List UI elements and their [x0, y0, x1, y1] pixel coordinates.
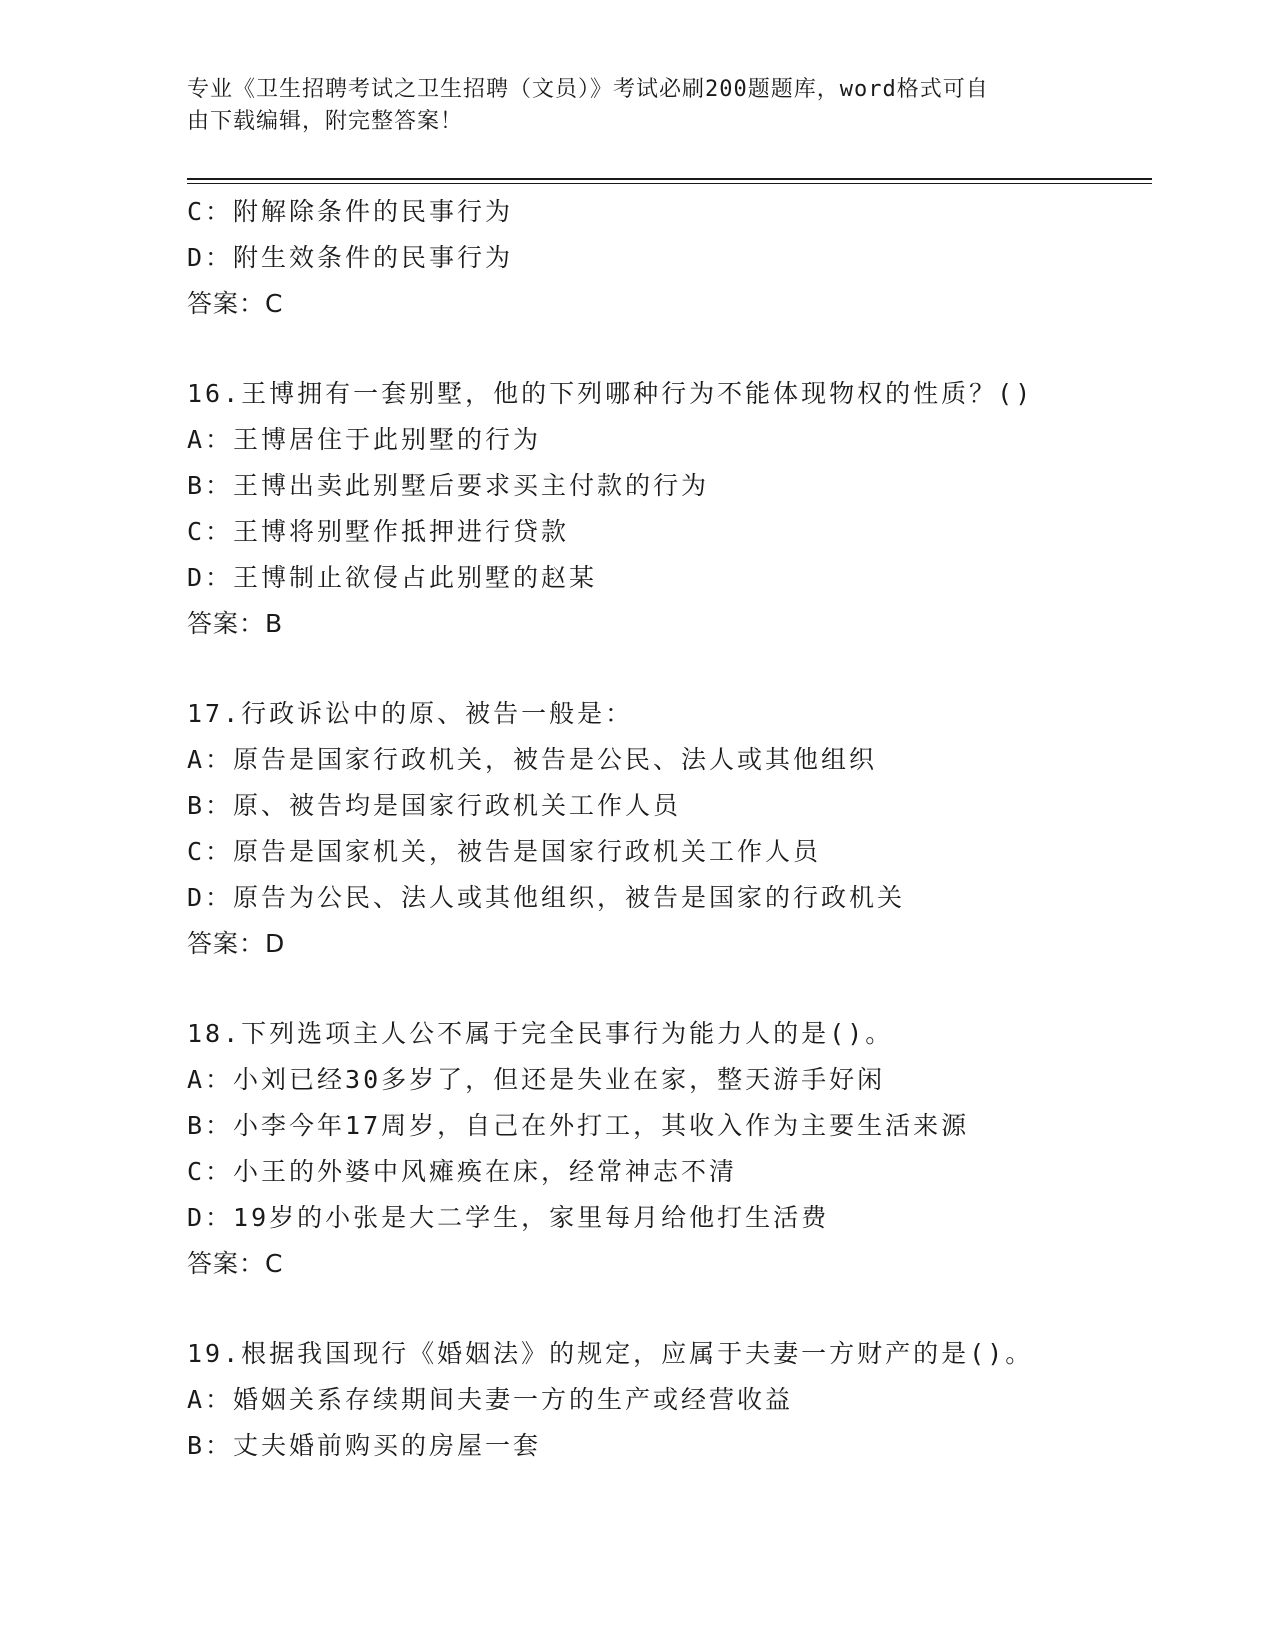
question-block-17 — [187, 691, 1152, 967]
question-stem: 18.下列选项主人公不属于完全民事行为能力人的是()。 — [187, 1019, 894, 1048]
option-b: B：王博出卖此别墅后要求买主付款的行为 — [187, 471, 710, 500]
question-stem: 16.王博拥有一套别墅，他的下列哪种行为不能体现物权的性质？() — [187, 379, 1034, 408]
option-a: A：小刘已经30多岁了，但还是失业在家，整天游手好闲 — [187, 1065, 886, 1094]
option-c: C：王博将别墅作抵押进行贷款 — [187, 517, 570, 546]
spacer — [187, 327, 1152, 371]
option-b: B：原、被告均是国家行政机关工作人员 — [187, 791, 682, 820]
spacer — [187, 967, 1152, 1011]
answer-line: 答案：B — [187, 609, 284, 638]
option-b: B：小李今年17周岁，自己在外打工，其收入作为主要生活来源 — [187, 1111, 970, 1140]
question-stem: 19.根据我国现行《婚姻法》的规定，应属于夫妻一方财产的是()。 — [187, 1339, 1034, 1368]
option-d: D：19岁的小张是大二学生，家里每月给他打生活费 — [187, 1203, 830, 1232]
question-block-18 — [187, 1011, 1152, 1287]
question-block-16 — [187, 371, 1152, 647]
option-d: D：附生效条件的民事行为 — [187, 243, 514, 272]
option-a: A：王博居住于此别墅的行为 — [187, 425, 542, 454]
question-block-19 — [187, 1331, 1152, 1469]
question-stem: 17.行政诉讼中的原、被告一般是： — [187, 699, 634, 728]
option-a: A：婚姻关系存续期间夫妻一方的生产或经营收益 — [187, 1385, 794, 1414]
option-c: C：附解除条件的民事行为 — [187, 197, 514, 226]
question-block-15 — [187, 189, 1152, 327]
spacer — [187, 1287, 1152, 1331]
answer-line: 答案：D — [187, 929, 286, 958]
header-line-1: 专业《卫生招聘考试之卫生招聘（文员）》考试必刷200题题库，word格式可自 — [187, 77, 989, 102]
option-c: C：原告是国家机关，被告是国家行政机关工作人员 — [187, 837, 822, 866]
header-rule-thin — [187, 183, 1152, 184]
header-line-2: 由下载编辑，附完整答案！ — [187, 109, 464, 134]
header-rule-thick — [187, 178, 1152, 180]
option-c: C：小王的外婆中风瘫痪在床，经常神志不清 — [187, 1157, 738, 1186]
option-a: A：原告是国家行政机关，被告是公民、法人或其他组织 — [187, 745, 878, 774]
option-b: B：丈夫婚前购买的房屋一套 — [187, 1431, 542, 1460]
question-list — [187, 189, 1152, 1469]
answer-line: 答案：C — [187, 1249, 284, 1278]
document-header — [187, 74, 1087, 138]
spacer — [187, 647, 1152, 691]
option-d: D：王博制止欲侵占此别墅的赵某 — [187, 563, 598, 592]
answer-line: 答案：C — [187, 289, 284, 318]
option-d: D：原告为公民、法人或其他组织，被告是国家的行政机关 — [187, 883, 906, 912]
